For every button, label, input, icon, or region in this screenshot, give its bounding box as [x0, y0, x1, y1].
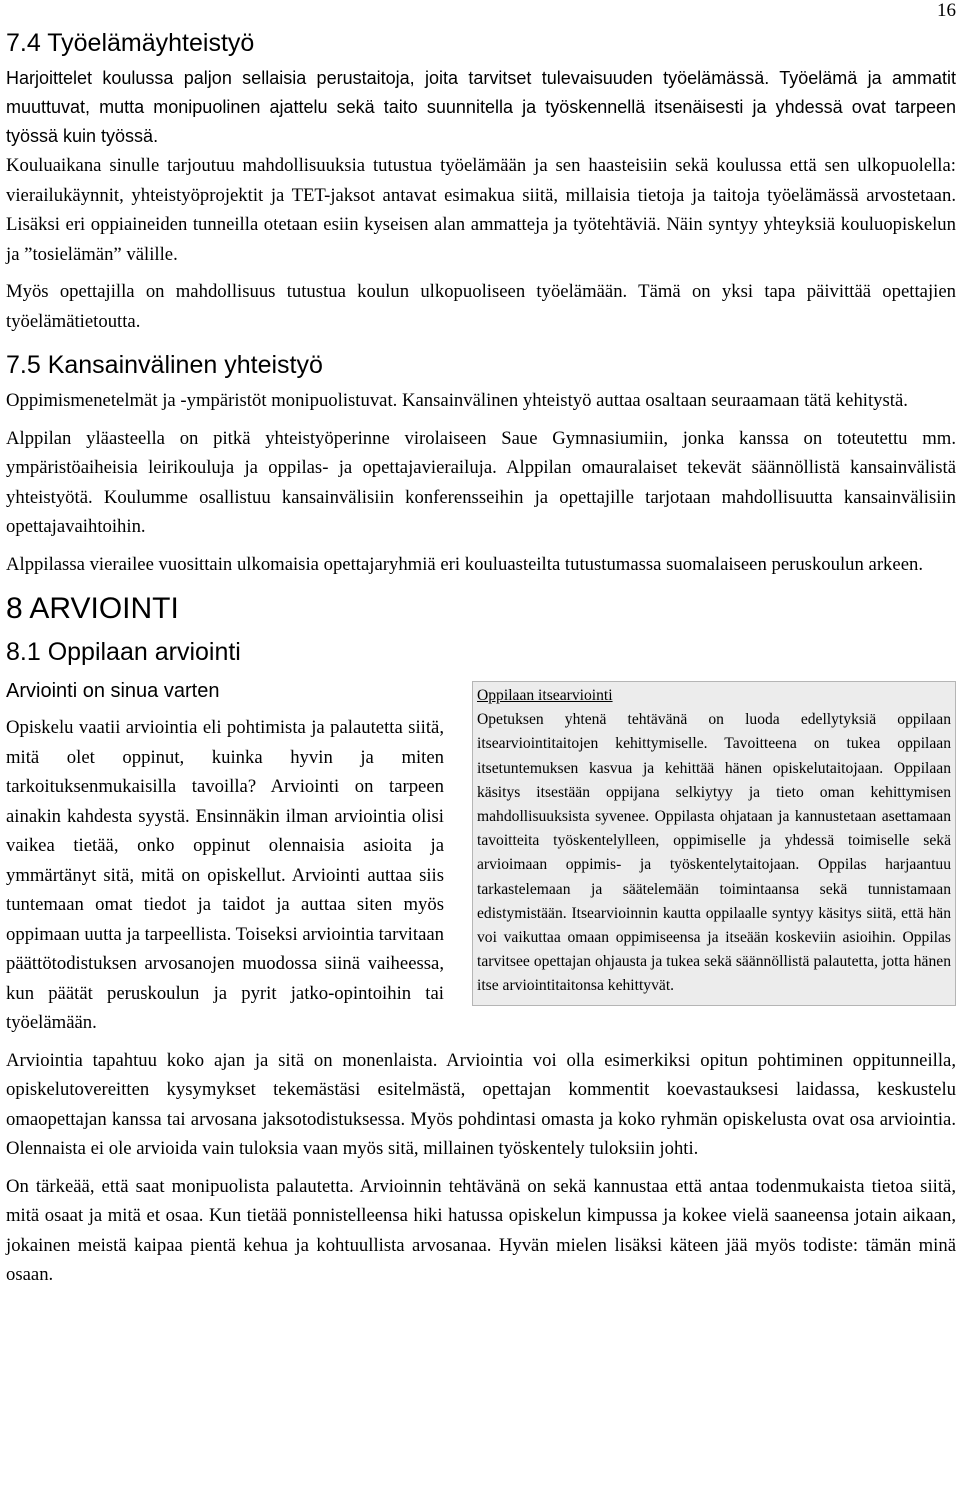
- heading-arviointi-sinua-varten: Arviointi on sinua varten: [6, 680, 220, 702]
- heading-7-5: 7.5 Kansainvälinen yhteistyö: [6, 351, 323, 379]
- self-assessment-box-title: Oppilaan itsearviointi: [477, 687, 613, 704]
- heading-7-4: 7.4 Työelämäyhteistyö: [6, 29, 255, 57]
- document-body: [6, 22, 956, 1298]
- paragraph-7-4-teachers: Myös opettajilla on mahdollisuus tutustua koulun ulkopuoliseen työelämään. Tämä on yksi tapa päivittää opettajien työelämätietoutta.: [6, 281, 956, 332]
- paragraph-7-5-methods: Oppimismenetelmät ja -ympäristöt monipuolistuvat. Kansainvälinen yhteistyö auttaa osaltaan seuraamaan tätä kehitystä.: [6, 390, 908, 411]
- left-column: [6, 675, 444, 1046]
- paragraph-arviointi-purpose: Opiskelu vaatii arviointia eli pohtimista ja palautetta siitä, mitä olet oppinut, kuinka hyvin ja miten tarkoituksenmukaisilla tavoilla? Arviointi on tarpeen ainakin kahdesta syystä. Ensinnäkin ilman arviointia olisi vaikea tietää, onko oppinut olennaisia asioita ja ymmärtänyt sitä, mitä on opiskellut. Arviointi auttaa siis tuntemaan omat tiedot ja taidot ja auttaa siten myös oppimaan uutta ja tarpeellista. Toiseksi arviointia tarvitaan päättötodistuksen arvosanojen muodossa siinä vaiheessa, kun päätät peruskoulun ja pyrit jatko-opintoihin tai työelämään.: [6, 717, 444, 1033]
- two-column-section: [6, 675, 956, 1046]
- self-assessment-box: [472, 681, 956, 1006]
- paragraph-feedback: On tärkeää, että saat monipuolista palautetta. Arvioinnin tehtävänä on sekä kannustaa että antaa todenmukaista tietoa siitä, mitä osaat ja mitä et osaa. Kun tietää ponnistelleensa hiki hatussa opiskelun kimpussa ja kokee vielä saaneensa jotain aikaan, jokainen meistä kaipaa pientä kehua ja kohtuullista arvosanaa. Hyvän mielen lisäksi käteen jää myös todiste: tämän minä osaan.: [6, 1175, 956, 1285]
- paragraph-7-4-school-time: Kouluaikana sinulle tarjoutuu mahdollisuuksia tutustua työelämään ja sen haasteisiin sekä koulussa että sen ulkopuolella: vierailukäynnit, yhteistyöprojektit ja TET-jaksot antavat esimakua siitä, millaisia tietoja ja taitoja työelämässä arvostetaan. Lisäksi eri oppiaineiden tunneilla otetaan esiin kyseisen alan ammatteja ja työtehtäviä. Näin syntyy yhteyksiä kouluopiskelun ja ”tosielämän” välille.: [6, 155, 956, 265]
- heading-8-1: 8.1 Oppilaan arviointi: [6, 638, 241, 666]
- paragraph-7-5-saue: Alppilan yläasteella on pitkä yhteistyöperinne virolaiseen Saue Gymnasiumiin, jonka kanssa on toteutettu mm. ympäristöaiheisia leirikouluja ja oppilas- ja opettajavierailuja. Alppilan omauralaiset tekevät säännöllistä kansainvälistä yhteistyötä. Koulumme osallistuu kansainvälisiin konferensseihin ja opettajille tarjotaan mahdollisuutta kansainvälisiin opettajavaihtoihin.: [6, 427, 956, 537]
- page-number: 16: [937, 0, 956, 21]
- paragraph-7-5-visitors: Alppilassa vierailee vuosittain ulkomaisia opettajaryhmiä eri kouluasteilta tutustumassa suomalaiseen peruskoulun arkeen.: [6, 553, 924, 575]
- self-assessment-box-text: Opetuksen yhtenä tehtävänä on luoda edellytyksiä oppilaan itsearviointitaitojen kehittymiselle. Tavoitteena on tukea oppilaan itsetuntemuksen kasvua ja kehittää hänen opiskelutaitojaan. Oppilaan käsitys itsestään oppijana selkiytyy ja tieto oman kehittymisen mahdollisuuksista syvenee. Oppilasta ohjataan ja kannustetaan asettamaan tavoitteita työskentelylleen, oppimiselle ja yhdessä toimiselle sekä arvioimaan oppimis- ja työskentelytaitojaan. Oppilas harjaantuu tarkastelemaan ja säätelemään toimintaansa sekä tunnistamaan edistymistään. Itsearvioinnin kautta oppilaalle syntyy käsitys siitä, että hän voi vaikuttaa omaan oppimiseensa ja itseään koskeviin asioihin. Oppilas tarvitsee opettajan ohjausta ja tukea sekä säännöllistä palautetta, jotta hänen itse arviointitaitonsa kehittyvät.: [477, 711, 951, 995]
- heading-8: 8 ARVIOINTI: [6, 592, 179, 625]
- paragraph-7-4-intro: Harjoittelet koulussa paljon sellaisia perustaitoja, joita tarvitset tulevaisuuden työelämässä. Työelämä ja ammatit muuttuvat, mutta monipuolinen ajattelu sekä taito suunnitella ja työskennellä itsenäisesti ja yhdessä ovat tarpeen työssä kuin työssä.: [6, 68, 956, 146]
- paragraph-arviointi-forms: Arviointia tapahtuu koko ajan ja sitä on monenlaista. Arviointia voi olla esimerkiksi opitun pohtiminen oppitunneilla, opiskelutovereitten kysymykset tekemästäsi esitelmästä, opettajan kommentit koevastauksesi laidassa, keskustelu omaopettajan kanssa tai arvosana jaksotodistuksessa. Myös pohdintasi omasta ja koko ryhmän opiskelusta ovat osa arviointia. Olennaista ei ole arvioida vain tuloksia vaan myös sitä, millainen työskentely tuloksiin johti.: [6, 1049, 956, 1159]
